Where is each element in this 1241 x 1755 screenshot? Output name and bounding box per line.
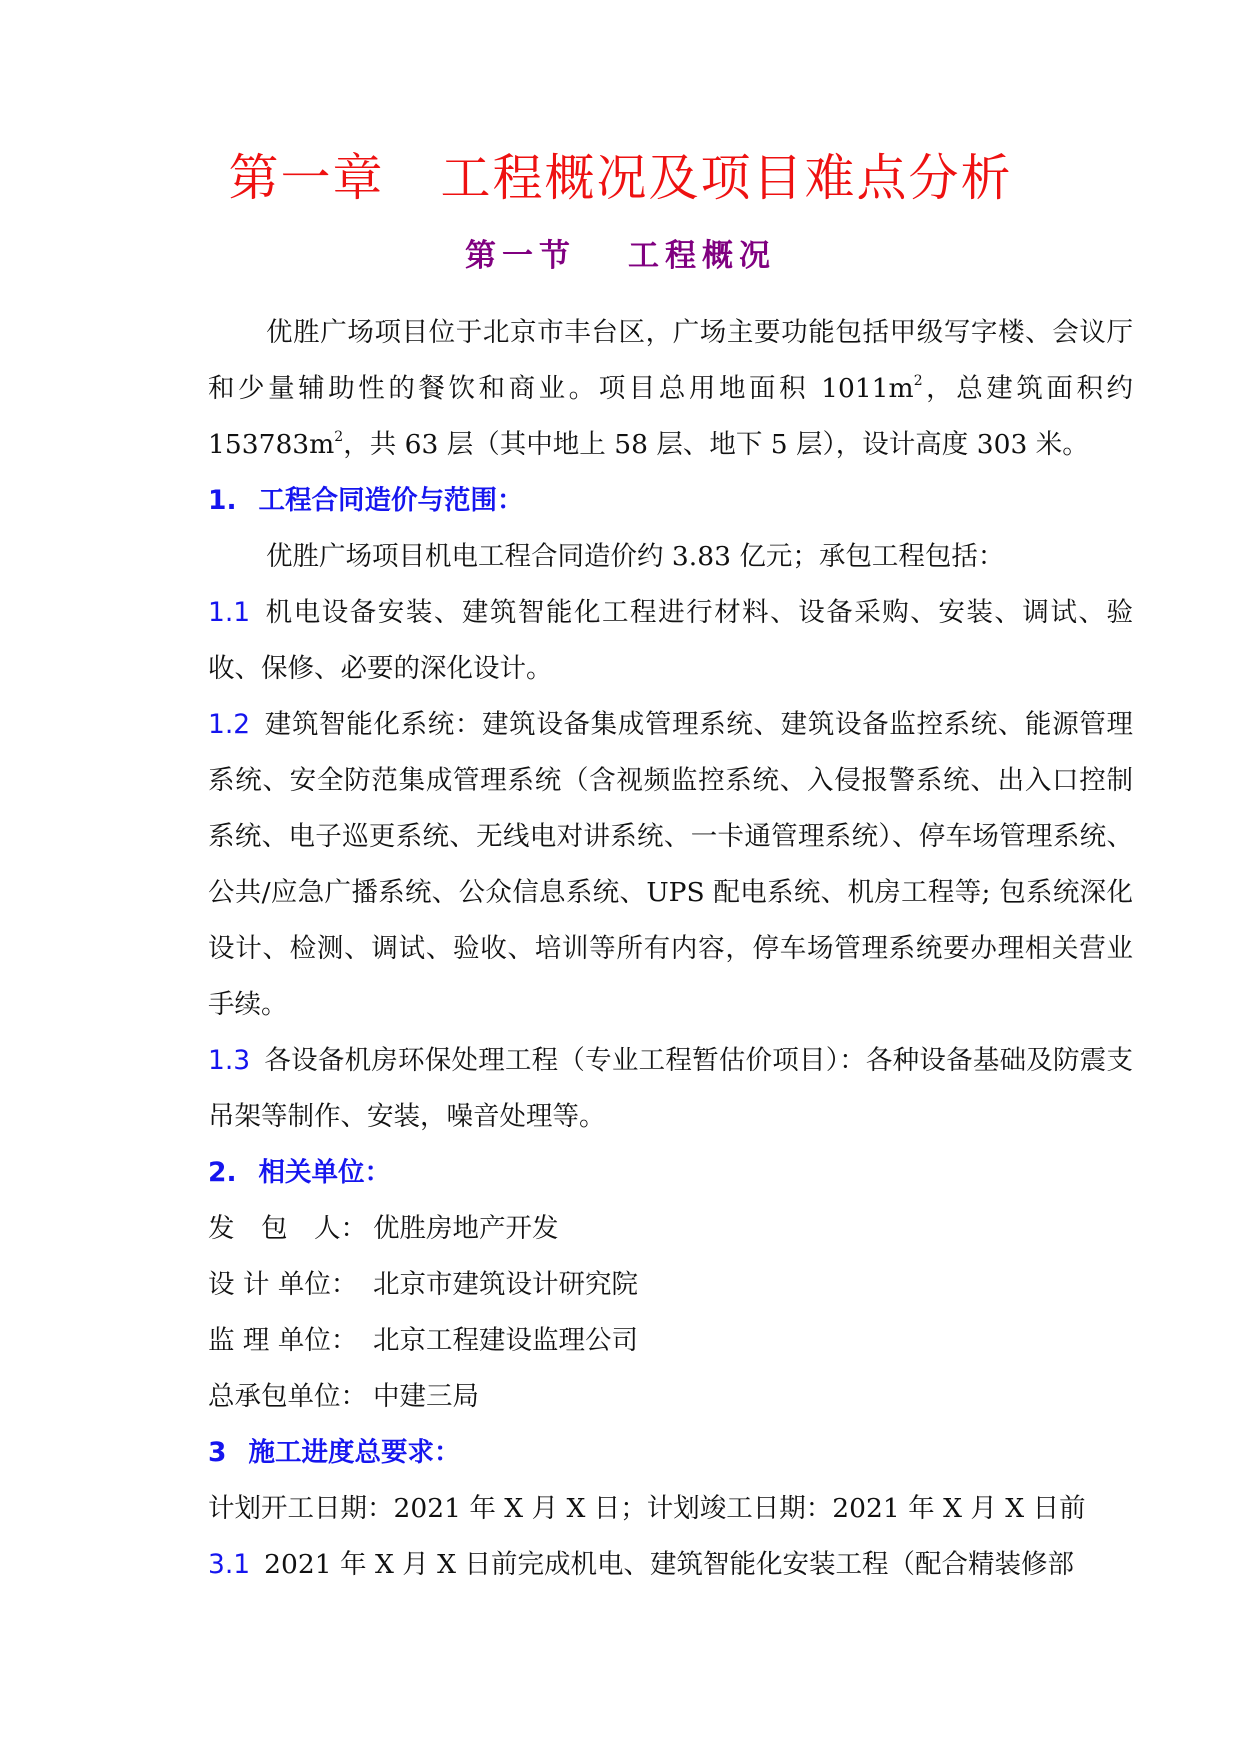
party-label: 发 包 人：	[208, 1213, 367, 1244]
intro-text-b: ，总建筑面积约 153783m	[208, 373, 1134, 460]
heading-text: 工程合同造价与范围：	[258, 485, 524, 516]
contract-price-paragraph: 优胜广场项目机电工程合同造价约 3.83 亿元；承包工程包括：	[266, 541, 1005, 572]
list-item-1-1	[208, 585, 1133, 697]
party-label: 总承包单位：	[208, 1381, 367, 1412]
chapter-title	[0, 146, 1241, 210]
party-value: 北京工程建设监理公司	[373, 1325, 638, 1356]
item-number: 1.3	[208, 1045, 251, 1076]
party-label: 设 计 单位：	[208, 1269, 358, 1300]
heading-contract-scope	[208, 473, 1133, 529]
heading-text: 相关单位：	[258, 1157, 392, 1188]
heading-number: 1.	[208, 485, 237, 516]
list-item-1-2	[208, 697, 1133, 1033]
section-title-text: 工程概况	[628, 238, 776, 274]
heading-number: 2.	[208, 1157, 237, 1188]
document-body	[208, 305, 1133, 1593]
heading-number: 3	[208, 1437, 227, 1468]
party-value: 优胜房地产开发	[373, 1213, 559, 1244]
item-number: 1.1	[208, 597, 251, 628]
heading-schedule	[208, 1425, 1133, 1481]
party-value: 中建三局	[373, 1381, 479, 1412]
section-title	[0, 236, 1241, 276]
party-row-supervisor	[208, 1313, 1133, 1369]
party-label: 监 理 单位：	[208, 1325, 358, 1356]
list-item-1-3	[208, 1033, 1133, 1145]
superscript: 2	[334, 429, 344, 445]
party-row-designer	[208, 1257, 1133, 1313]
party-row-client	[208, 1201, 1133, 1257]
section-label: 第一节	[465, 238, 576, 274]
item-text: 2021 年 X 月 X 日前完成机电、建筑智能化安装工程（配合精装修部	[264, 1549, 1074, 1580]
party-row-general-contractor	[208, 1369, 1133, 1425]
superscript: 2	[913, 373, 923, 389]
intro-paragraph	[208, 305, 1133, 473]
item-text: 建筑智能化系统：建筑设备集成管理系统、建筑设备监控系统、能源管理系统、安全防范集成管理系统（含视频监控系统、入侵报警系统、出入口控制系统、电子巡更系统、无线电对讲系统、一卡通管理系统）、停车场管理系统、公共/应急广播系统、公众信息系统、UPS 配电系统、机房工程等; 包系统深化设计、检测、调试、验收、培训等所有内容，停车场管理系统要办理相关营业手续。	[208, 709, 1133, 1020]
chapter-label: 第一章	[228, 149, 385, 207]
item-text: 各设备机房环保处理工程（专业工程暂估价项目）：各种设备基础及防震支吊架等制作、安装，噪音处理等。	[208, 1045, 1133, 1132]
item-number: 1.2	[208, 709, 251, 740]
heading-related-parties	[208, 1145, 1133, 1201]
intro-text-a: 优胜广场项目位于北京市丰台区，广场主要功能包括甲级写字楼、会议厅和少量辅助性的餐饮和商业。项目总用地面积 1011m	[208, 317, 1133, 404]
schedule-dates: 计划开工日期：2021 年 X 月 X 日；计划竣工日期：2021 年 X 月 X 日前	[208, 1493, 1086, 1524]
intro-text-c: ，共 63 层（其中地上 58 层、地下 5 层），设计高度 303 米。	[343, 429, 1089, 460]
item-number: 3.1	[208, 1549, 251, 1580]
chapter-title-text: 工程概况及项目难点分析	[440, 149, 1013, 207]
party-value: 北京市建筑设计研究院	[373, 1269, 638, 1300]
list-item-3-1	[208, 1537, 1133, 1593]
item-text: 机电设备安装、建筑智能化工程进行材料、设备采购、安装、调试、验收、保修、必要的深化设计。	[208, 597, 1133, 684]
heading-text: 施工进度总要求：	[248, 1437, 461, 1468]
